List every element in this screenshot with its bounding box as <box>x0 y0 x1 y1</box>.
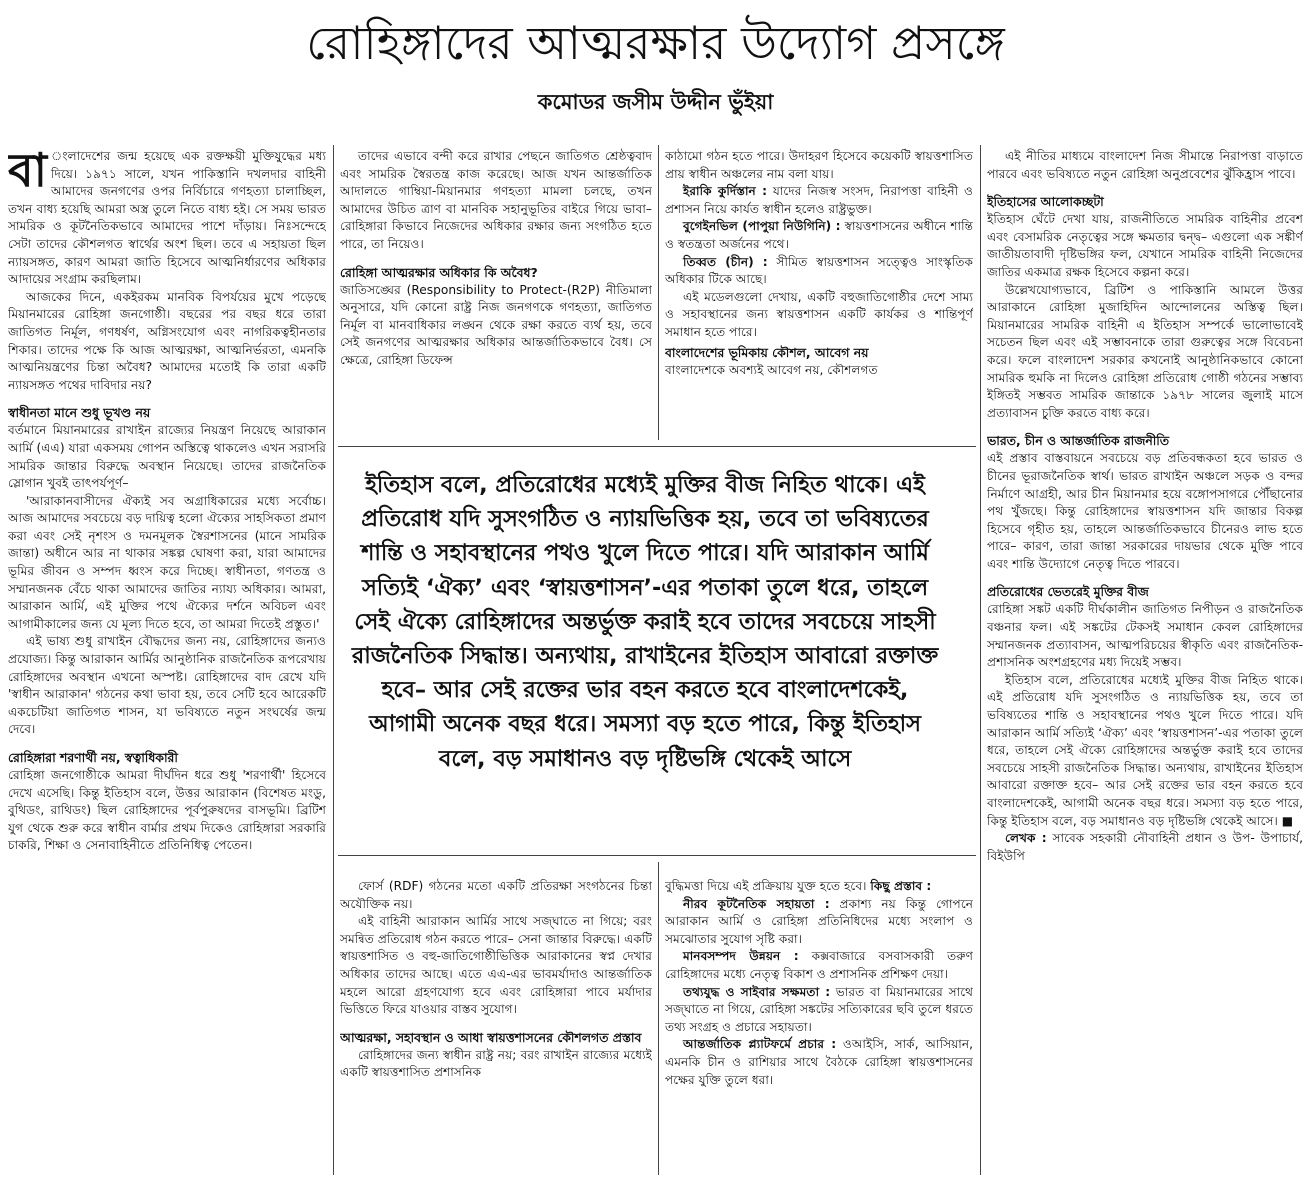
column-1 <box>8 148 326 1178</box>
paragraph: এই প্রস্তাব বাস্তবায়নে সবচেয়ে বড় প্রতিবন্ধকতা হবে ভারত ও চীনের ভূরাজনৈতিক স্বার্থ। ভারত রাখাইন অঞ্চলে সড়ক ও বন্দর নির্মাণে আগ্রহী, আর চীন মিয়ানমার হয়ে বঙ্গোপসাগরে পৌঁছানোর পথ খুঁজছে। কিন্তু রোহিঙ্গাদের স্বায়ত্তশাসন যদি জান্তার বিকল্প হিসেবে গৃহীত হয়, তাহলে আন্তর্জাতিকভাবে চীনেরও লাভ হতে পারে– কারণ, তারা জান্তা সরকারের দায়ভার থেকে মুক্তি পাবে এবং শান্তি উদ্যোগে নেতৃত্ব দিতে পারবে। <box>987 451 1303 571</box>
column-2-top <box>340 148 652 440</box>
bold-label: কিছু প্রস্তাব : <box>870 879 932 893</box>
paragraph <box>665 183 973 218</box>
paragraph <box>665 896 973 949</box>
column-4 <box>987 148 1303 1178</box>
column-3-top <box>665 148 973 440</box>
paragraph: রোহিঙ্গাদের জন্য স্বাধীন রাষ্ট্র নয়; বরং রাখাইন রাজ্যের মধ্যেই একটি স্বায়ত্তশাসিত প্রশাসনিক <box>340 1047 652 1080</box>
subheading: আত্মরক্ষা, সহাবস্থান ও আধা স্বায়ত্তশাসনের কৌশলগত প্রস্তাব <box>340 1029 642 1045</box>
paragraph <box>987 672 1303 830</box>
writer-credit <box>987 830 1303 865</box>
column-rule <box>980 145 981 1175</box>
text: সাবেক সহকারী নৌবাহিনী প্রধান ও উপ- উপাচার্য, বিইউপি <box>987 831 1303 863</box>
text: কক্সবাজারে বসবাসকারী তরুণ রোহিঙ্গাদের মধ্যে নেতৃত্ব বিকাশ ও প্রশাসনিক প্রশিক্ষণ দেয়া। <box>665 949 973 981</box>
bold-label: বুগেইনভিল (পাপুয়া নিউগিনি) : <box>683 219 841 234</box>
bold-label: মানবসম্পদ উন্নয়ন : <box>683 949 799 964</box>
lead-text: ংলাদেশের জন্ম হয়েছে এক রক্তক্ষয়ী মুক্তিযুদ্ধের মধ্য দিয়ে। ১৯৭১ সালে, যখন পাকিস্তানি দখলদার বাহিনী আমাদের জনগণের ওপর নির্বিচারে গণহত্যা চালাচ্ছিল, তখন বাধ্য হয়েছি আমরা অস্ত্র তুলে নিতে বাধ্য হই। সে সময় ভারত সামরিক ও কূটনৈতিকভাবে আমাদের পাশে দাঁড়ায়। নিঃসন্দেহে সেটা তাদের কৌশলগত স্বার্থের অংশ ছিল। তবে এ সহায়তা ছিল ন্যায়সঙ্গত, কারণ আমরা জাতি হিসেবে আত্মনির্ধারণের অধিকার আদায়ের সংগ্রাম করছিলাম। <box>8 149 326 287</box>
bold-label: ইরাকি কুর্দিস্তান : <box>683 184 767 199</box>
column-rule <box>658 145 659 440</box>
text: ভারত বা মিয়ানমারের সাথে সজ্ঘাতে না গিয়ে, রোহিঙ্গা সঙ্কটের সত্যিকারের ছবি তুলে ধরতে তথ্য সংগ্রহ ও প্রচারে সহায়তা। <box>665 984 973 1034</box>
bold-label: লেখক : <box>1005 831 1047 846</box>
paragraph: বর্তমানে মিয়ানমারের রাখাইন রাজ্যের নিয়ন্ত্রণ নিয়েছে আরাকান আর্মি (এএ) যারা একসময় গোপন অস্তিত্বে থাকলেও এখন সরাসরি সামরিক জান্তার বিরুদ্ধে অবস্থান নিয়েছে। তাদের রাজনৈতিক স্লোগান খুবই তাৎপর্যপূর্ণ– <box>8 423 326 491</box>
paragraph: কাঠামো গঠন হতে পারে। উদাহরণ হিসেবে কয়েকটি স্বায়ত্তশাসিত প্রায় স্বাধীন অঞ্চলের নাম বলা যায়। <box>665 149 973 181</box>
paragraph: এই মডেলগুলো দেখায়, একটি বহুজাতিগোষ্ঠীর দেশে সাম্য ও সহাবস্থানের জন্য স্বায়ত্তশাসন একটি কার্যকর ও শান্তিপূর্ণ সমাধান হতে পারে। <box>665 289 973 339</box>
paragraph <box>665 878 973 896</box>
paragraph <box>665 1036 973 1089</box>
column-rule <box>658 862 659 1175</box>
bold-label: আন্তর্জাতিক প্ল্যাটফর্মে প্রচার : <box>683 1037 837 1052</box>
paragraph: উল্লেখযোগ্যভাবে, ব্রিটিশ ও পাকিস্তানি আমলে উত্তর আরাকানে রোহিঙ্গা মুজাহিদিন আন্দোলনের অস্তিত্ব ছিল। মিয়ানমারের সামরিক বাহিনী এ ইতিহাস সম্পর্কে ভালোভাবেই সচেতন ছিল এবং এই সম্ভাবনাকে তারা গুরুত্বের সঙ্গে বিবেচনা করে। ফলে বাংলাদেশ সরকার কখনোই আনুষ্ঠানিকভাবে কোনো সামরিক হুমকি না দিলেও রোহিঙ্গা প্রতিরোধ গোষ্ঠী গঠনের সম্ভাব্য ইঙ্গিতই সম্ভবত সামরিক জান্তাকে ১৯৭৮ সালের জুলাই মাসে প্রত্যাবাসন চুক্তি করতে বাধ্য করে। <box>987 282 1303 420</box>
text: যাদের নিজস্ব সংসদ, নিরাপত্তা বাহিনী ও প্রশাসন নিয়ে কার্যত স্বাধীন হলেও রাষ্ট্রভুক্ত। <box>665 184 973 216</box>
pullquote-rule-top <box>338 446 976 447</box>
text: স্বায়ত্তশাসনের অধীনে শান্তি ও স্বতন্ত্রতা অর্জনের পথে। <box>665 219 973 251</box>
paragraph: এই নীতির মাধ্যমে বাংলাদেশ নিজ সীমান্তে নিরাপত্তা বাড়াতে পারবে এবং ভবিষ্যতে নতুন রোহিঙ্গা অনুপ্রবেশের ঝুঁকিহ্রাস পাবে। <box>987 149 1303 181</box>
drop-cap: বা <box>8 148 47 197</box>
bold-label: তথ্যযুদ্ধ ও সাইবার সক্ষমতা : <box>683 984 831 999</box>
end-mark-icon: ■ <box>1281 813 1294 828</box>
paragraph <box>665 218 973 253</box>
paragraph <box>665 254 973 289</box>
bold-label: তিব্বত (চীন) : <box>683 254 768 269</box>
quote-paragraph: 'আরাকানবাসীদের ঐক্যই সব অগ্রাধিকারের মধ্যে সর্বোচ্চ। আজ আমাদের সবচেয়ে বড় দায়িত্ব হলো ঐক্যের সাহসিকতা প্রমাণ করা এবং সেই নৃশংস ও দমনমূলক স্বৈরশাসনের (মানে সামরিক জান্তা) অধীনে আর না থাকার সঙ্কল্প ঘোষণা করা, যারা আমাদের ভূমির জীবন ও সম্পদ ধ্বংস করে দিচ্ছে। স্বাধীনতা, গণতন্ত্র ও সম্মানজনক বেঁচে থাকা আমাদের জাতির ন্যায্য অধিকার। আমরা, আরাকান আর্মি, এই মুক্তির পথে ঐক্যের দর্শনে অবিচল এবং আগামীকালের জন্য যে মূল্য দিতে হবে, তা আমরা দিতেই প্রস্তুত।' <box>8 493 326 631</box>
subheading: ভারত, চীন ও আন্তর্জাতিক রাজনীতি <box>987 433 1170 449</box>
paragraph: রোহিঙ্গা সঙ্কট একটি দীর্ঘকালীন জাতিগত নিপীড়ন ও রাজনৈতিক বঞ্চনার ফল। এই সঙ্কটের টেকসই সমাধান কেবল রোহিঙ্গাদের সম্মানজনক প্রত্যাবাসন, আত্মপরিচয়ের স্বীকৃতি এবং রাজনৈতিক-প্রশাসনিক অংশগ্রহণের মধ্য দিয়েই সম্ভব। <box>987 602 1303 670</box>
byline: কমোডর জসীম উদ্দীন ভুঁইয়া <box>537 90 774 114</box>
subheading: রোহিঙ্গারা শরণার্থী নয়, স্বত্বাধিকারী <box>8 750 178 765</box>
subheading: রোহিঙ্গা আত্মরক্ষার অধিকার কি অবৈধ? <box>340 264 538 280</box>
paragraph <box>665 948 973 983</box>
text: প্রকাশ্য নয় কিন্তু গোপনে আরাকান আর্মি ও রোহিঙ্গা প্রতিনিধিদের মধ্যে সংলাপ ও সমঝোতার সুযোগ সৃষ্টি করা। <box>665 896 973 946</box>
text: সীমিত স্বায়ত্তশাসন সত্ত্বেও সাংস্কৃতিক অধিকার টিকে আছে। <box>665 254 973 287</box>
headline: রোহিঙ্গাদের আত্মরক্ষার উদ্যোগ প্রসঙ্গে <box>306 16 1005 70</box>
column-2-bottom <box>340 878 652 1178</box>
paragraph: বাংলাদেশকে অবশ্যই আবেগ নয়, কৌশলগত <box>665 362 878 377</box>
pullquote-rule-bottom <box>338 855 976 856</box>
paragraph: আজকের দিনে, একইরকম মানবিক বিপর্যয়ের মুখে পড়েছে মিয়ানমারের রোহিঙ্গা জনগোষ্ঠী। বছরের পর বছর ধরে তারা জাতিগত নির্মূল, গণধর্ষণ, অগ্নিসংযোগ এবং নাগরিকত্বহীনতার শিকার। তাদের পক্ষে কি আজ আত্মরক্ষা, আত্মনির্ভরতা, এমনকি আত্মনিয়ন্ত্রণের চিন্তা অবৈধ? আমাদের মতোই কি তারা একটি ন্যায়সঙ্গত পথের দাবিদার নয়? <box>8 289 326 392</box>
subheading: বাংলাদেশের ভূমিকায় কৌশল, আবেগ নয় <box>665 344 869 360</box>
pull-quote: ইতিহাস বলে, প্রতিরোধের মধ্যেই মুক্তির বীজ নিহিত থাকে। এই প্রতিরোধ যদি সুসংগঠিত ও ন্যায়ভিত্তিক হয়, তবে তা ভবিষ্যতের শান্তি ও সহাবস্থানের পথও খুলে দিতে পারে। যদি আরাকান আর্মি সত্যিই ‘ঐক্য’ এবং ‘স্বায়ত্তশাসন’-এর পতাকা তুলে ধরে, তাহলে সেই ঐক্যে রোহিঙ্গাদের অন্তর্ভুক্ত করাই হবে তাদের সবচেয়ে সাহসী রাজনৈতিক সিদ্ধান্ত। অন্যথায়, রাখাইনের ইতিহাস আবারো রক্তাক্ত হবে– আর সেই রক্তের ভার বহন করতে হবে বাংলাদেশকেই, আগামী অনেক বছর ধরে। সমস্যা বড় হতে পারে, কিন্তু ইতিহাস বলে, বড় সমাধানও বড় দৃষ্টিভঙ্গি থেকেই আসে <box>351 472 939 772</box>
paragraph: জাতিসঙ্ঘের (Responsibility to Protect-(R2P) নীতিমালা অনুসারে, যদি কোনো রাষ্ট্র নিজ জনগণকে গণহত্যা, জাতিগত নির্মূল বা মানবাধিকার লঙ্ঘন থেকে রক্ষা করতে ব্যর্থ হয়, তবে সেই জনগণের আত্মরক্ষার অধিকার আন্তর্জাতিকভাবে বৈধ। সে ক্ষেত্রে, রোহিঙ্গা ডিফেন্স <box>340 282 652 367</box>
subheading: স্বাধীনতা মানে শুধু ভূখণ্ড নয় <box>8 405 151 421</box>
text: ওআইসি, সার্ক, আসিয়ান, এমনকি চীন ও রাশিয়ার সাথে বৈঠকে রোহিঙ্গা স্বায়ত্তশাসনের পক্ষের যুক্তি তুলে ধরা। <box>665 1037 973 1087</box>
paragraph: এই বাহিনী আরাকান আর্মির সাথে সজ্ঘাতে না গিয়ে; বরং সমন্বিত প্রতিরোধ গঠন করতে পারে– সেনা জান্তার বিরুদ্ধে। একটি স্বায়ত্তশাসিত ও বহু-জাতিগোষ্ঠীভিত্তিক আরাকানের স্বপ্ন দেখার অধিকার তাদের আছে। এতে এএ-এর ভাবমর্যাদাও আন্তর্জাতিক মহলে আরো গ্রহণযোগ্য হবে এবং রোহিঙ্গারা পাবে মর্যাদার ভিত্তিতে ফিরে যাওয়ার বাস্তব সুযোগ। <box>340 914 652 1017</box>
bold-label: নীরব কূটনৈতিক সহায়তা : <box>683 896 830 911</box>
paragraph: এই ভাষ্য শুধু রাখাইন বৌদ্ধদের জন্য নয়, রোহিঙ্গাদের জন্যও প্রযোজ্য। কিন্তু আরাকান আর্মির আনুষ্ঠানিক রাজনৈতিক রূপরেখায় রোহিঙ্গাদের অবস্থান এখনো অস্পষ্ট। রোহিঙ্গাদের বাদ রেখে যদি 'স্বাধীন আরাকান' গঠনের কথা ভাবা হয়, তবে সেটি হবে আরেকটি একচেটিয়া জাতিগত শাসন, যা ভবিষ্যতে নতুন সংঘর্ষের জন্ম দেবে। <box>8 634 326 737</box>
paragraph: ফোর্স (RDF) গঠনের মতো একটি প্রতিরক্ষা সংগঠনের চিন্তা অযৌক্তিক নয়। <box>340 879 652 911</box>
paragraph: ইতিহাস ঘেঁটে দেখা যায়, রাজনীতিতে সামরিক বাহিনীর প্রবেশ এবং বেসামরিক নেতৃত্বের সঙ্গে ক্ষমতার দ্বন্দ্ব– এগুলো এক সঙ্কীর্ণ জাতীয়তাবাদী দৃষ্টিভঙ্গির ফল, যেখানে সামরিক বাহিনী নিজেদের জাতির একমাত্র রক্ষক হিসেবে কল্পনা করে। <box>987 212 1303 279</box>
paragraph <box>665 984 973 1037</box>
column-rule <box>333 145 334 1175</box>
text: ইতিহাস বলে, প্রতিরোধের মধ্যেই মুক্তির বীজ নিহিত থাকে। এই প্রতিরোধ যদি সুসংগঠিত ও ন্যায়ভিত্তিক হয়, তবে তা ভবিষ্যতের শান্তি ও সহাবস্থানের পথও খুলে দিতে পারে। যদি আরাকান আর্মি সত্যিই ‘ঐক্য’ এবং ‘স্বায়ত্তশাসন’-এর পতাকা তুলে ধরে, তাহলে সেই ঐক্যে রোহিঙ্গাদের অন্তর্ভুক্ত করাই হবে তাদের সবচেয়ে সাহসী রাজনৈতিক সিদ্ধান্ত। অন্যথায়, রাখাইনের ইতিহাস আবারো রক্তাক্ত হবে– আর সেই রক্তের ভার বহন করতে হবে বাংলাদেশকেই, আগামী অনেক বছর ধরে। সমস্যা বড় হতে পারে, কিন্তু ইতিহাস বলে, বড় সমাধানও বড় দৃষ্টিভঙ্গি থেকেই আসে। <box>987 672 1303 828</box>
column-3-bottom <box>665 878 973 1178</box>
text: বুদ্ধিমত্তা দিয়ে এই প্রক্রিয়ায় যুক্ত হতে হবে। <box>665 879 867 893</box>
subheading: প্রতিরোধের ভেতরেই মুক্তির বীজ <box>987 584 1149 600</box>
paragraph: রোহিঙ্গা জনগোষ্ঠীকে আমরা দীর্ঘদিন ধরে শুধু 'শরণার্থী' হিসেবে দেখে এসেছি। কিন্তু ইতিহাস বলে, উত্তর আরাকান (বিশেষত মংডু, বুথিডং, রাথিডং) ছিল রোহিঙ্গাদের পূর্বপুরুষদের বাসভূমি। ব্রিটিশ যুগ থেকে শুরু করে স্বাধীন বার্মার প্রথম দিকেও রোহিঙ্গারা সরকারি চাকরি, শিক্ষা ও সেনাবাহিনীতে প্রতিনিধিত্ব পেতেন। <box>8 768 326 853</box>
subheading: ইতিহাসের আলোকচ্ছটা <box>987 194 1104 210</box>
paragraph: তাদের এভাবে বন্দী করে রাখার পেছনে জাতিগত শ্রেষ্ঠত্ববাদ এবং সামরিক স্বৈরতন্ত্র কাজ করেছে। আজ যখন আন্তর্জাতিক আদালতে গাম্বিয়া-মিয়ানমার গণহত্যা মামলা চলছে, তখন আমাদের উচিত ত্রাণ বা মানবিক সহানুভূতির বাইরে গিয়ে ভাবা– রোহিঙ্গারা কিভাবে নিজেদের অধিকার রক্ষার জন্য সংগঠিত হতে পারে, তা নিয়েও। <box>340 149 652 251</box>
paragraph <box>8 148 326 289</box>
